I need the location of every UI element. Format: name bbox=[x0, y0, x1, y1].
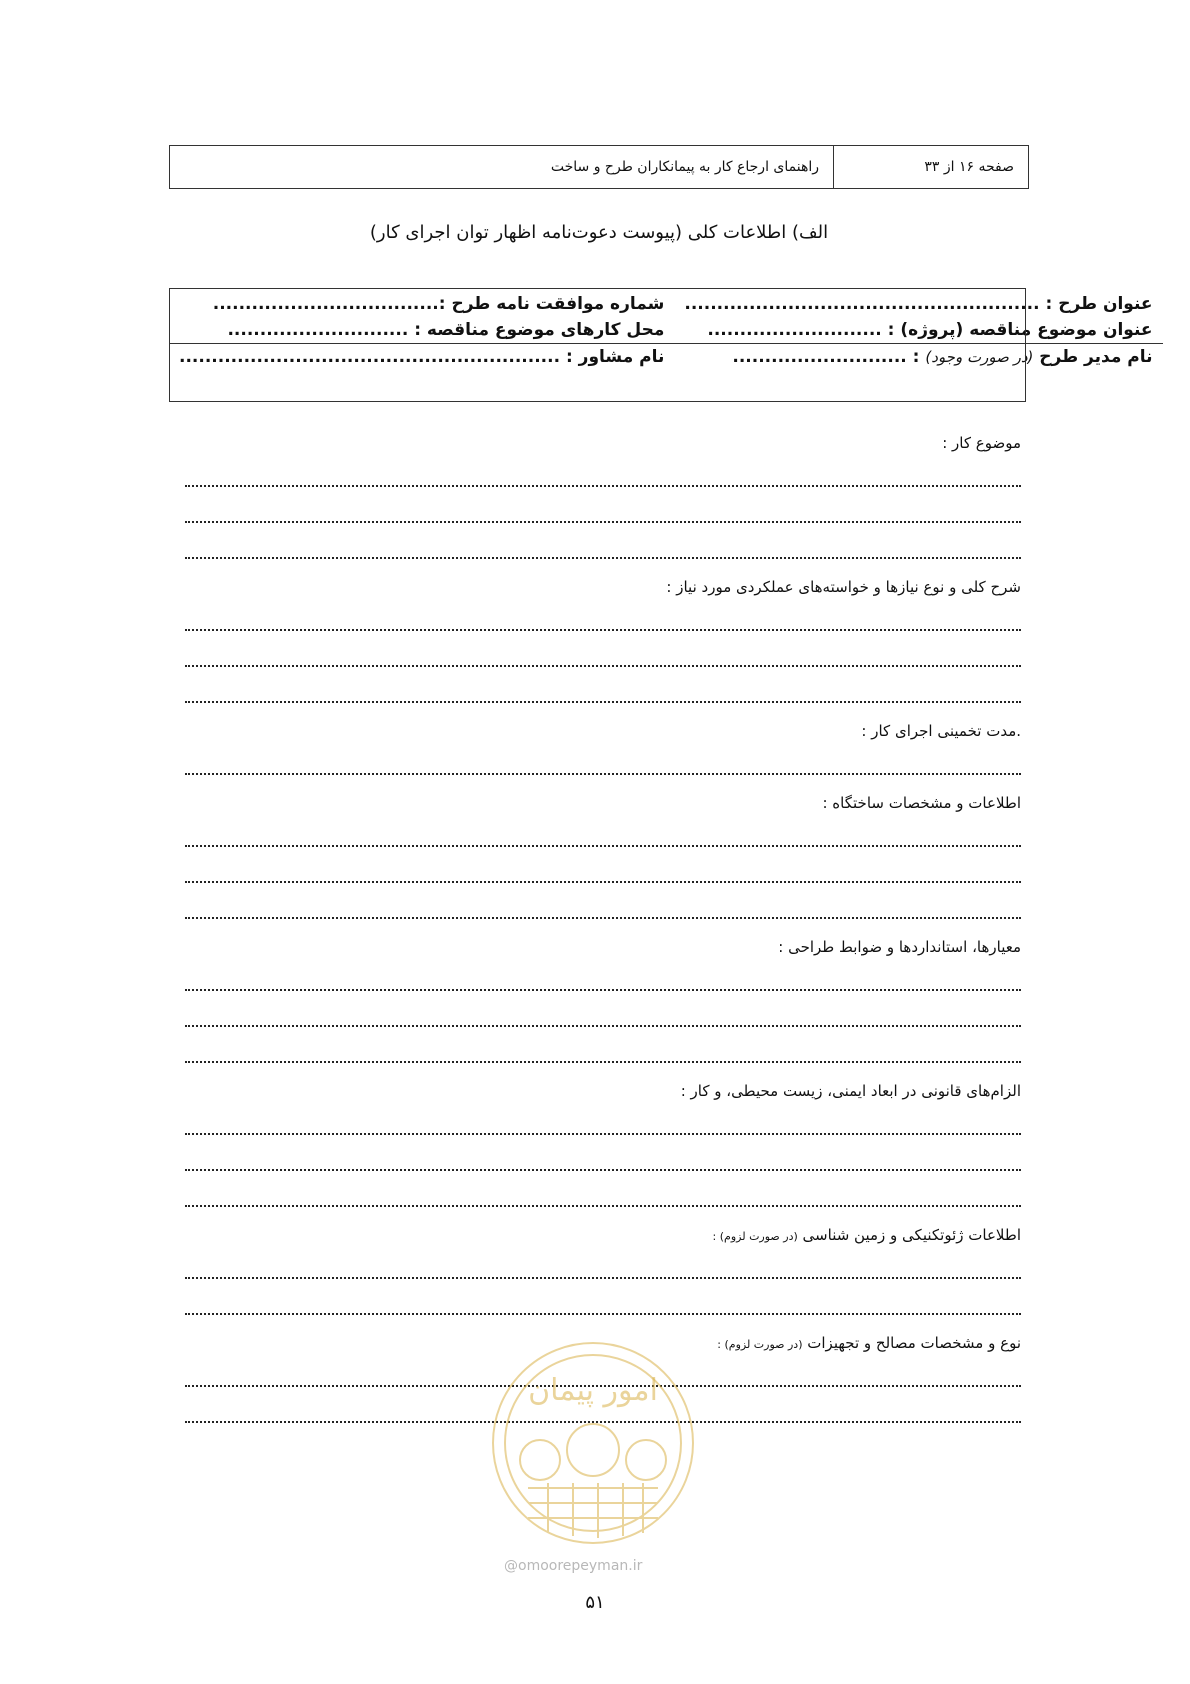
geotechnical-label: اطلاعات ژئوتکنیکی و زمین شناسی bbox=[797, 1226, 1021, 1244]
fill-line[interactable] bbox=[185, 641, 1021, 677]
general-info-table bbox=[169, 288, 1163, 373]
consultant-name-field[interactable]: نام مشاور : ........................................................... bbox=[169, 344, 674, 374]
project-manager-dots: : ........................... bbox=[732, 347, 926, 367]
fill-line[interactable] bbox=[185, 965, 1021, 1001]
fill-line[interactable] bbox=[185, 1037, 1021, 1073]
agreement-number-field[interactable]: شماره موافقت نامه طرح :................................... bbox=[212, 294, 665, 314]
materials-note: (در صورت لزوم) : bbox=[717, 1338, 803, 1351]
watermark-logo-icon bbox=[488, 1338, 698, 1548]
fill-line[interactable] bbox=[185, 857, 1021, 893]
header-page-info: صفحه ۱۶ از ۳۳ bbox=[833, 146, 1028, 188]
work-location-field[interactable]: محل کارهای موضوع مناقصه : ............................ bbox=[227, 320, 665, 340]
fill-line[interactable] bbox=[185, 749, 1021, 785]
geotechnical-note: (در صورت لزوم) : bbox=[712, 1230, 798, 1243]
field-label-work-subject: موضوع کار : bbox=[942, 434, 1021, 452]
fill-line[interactable] bbox=[185, 497, 1021, 533]
fill-line[interactable] bbox=[185, 461, 1021, 497]
fill-line[interactable] bbox=[185, 1109, 1021, 1145]
field-label-needs-description: شرح کلی و نوع نیازها و خواسته‌های عملکردی مورد نیاز : bbox=[666, 578, 1021, 596]
project-manager-label: نام مدیر طرح bbox=[1039, 347, 1153, 367]
field-label-site-info: اطلاعات و مشخصات ساختگاه : bbox=[822, 794, 1021, 812]
page-number: ۵۱ bbox=[585, 1592, 605, 1613]
project-title-field[interactable]: عنوان طرح : ....................................................... bbox=[684, 294, 1153, 314]
project-manager-field[interactable] bbox=[674, 344, 1162, 374]
watermark-text: امور پیمان bbox=[528, 1373, 658, 1408]
field-label-design-standards: معیارها، استانداردها و ضوابط طراحی : bbox=[778, 938, 1021, 956]
section-title: الف) اطلاعات کلی (پیوست دعوت‌نامه اظهار توان اجرای کار) bbox=[369, 222, 829, 243]
fill-line[interactable] bbox=[185, 605, 1021, 641]
field-label-geotechnical-info bbox=[185, 1217, 1021, 1253]
fill-line[interactable] bbox=[185, 1181, 1021, 1217]
fill-line[interactable] bbox=[185, 893, 1021, 929]
fill-line[interactable] bbox=[185, 1001, 1021, 1037]
fill-line[interactable] bbox=[185, 821, 1021, 857]
fill-line[interactable] bbox=[185, 1289, 1021, 1325]
page-header bbox=[169, 145, 1029, 189]
fill-line[interactable] bbox=[185, 677, 1021, 713]
materials-label: نوع و مشخصات مصالح و تجهیزات bbox=[802, 1334, 1021, 1352]
field-label-estimated-duration: .مدت تخمینی اجرای کار : bbox=[861, 722, 1021, 740]
header-doc-title: راهنمای ارجاع کار به پیمانکاران طرح و ساخت bbox=[550, 159, 819, 175]
fill-line[interactable] bbox=[185, 1253, 1021, 1289]
watermark-url: @omoorepeyman.ir bbox=[504, 1558, 643, 1574]
form-fields bbox=[185, 425, 1021, 1433]
field-label-legal-requirements: الزام‌های قانونی در ابعاد ایمنی، زیست محیطی، و کار : bbox=[680, 1082, 1021, 1100]
fill-line[interactable] bbox=[185, 1145, 1021, 1181]
fill-line[interactable] bbox=[185, 533, 1021, 569]
project-manager-note: (در صورت وجود) bbox=[925, 348, 1034, 366]
tender-subject-field[interactable]: عنوان موضوع مناقصه (پروژه) : ........................... bbox=[707, 320, 1153, 340]
